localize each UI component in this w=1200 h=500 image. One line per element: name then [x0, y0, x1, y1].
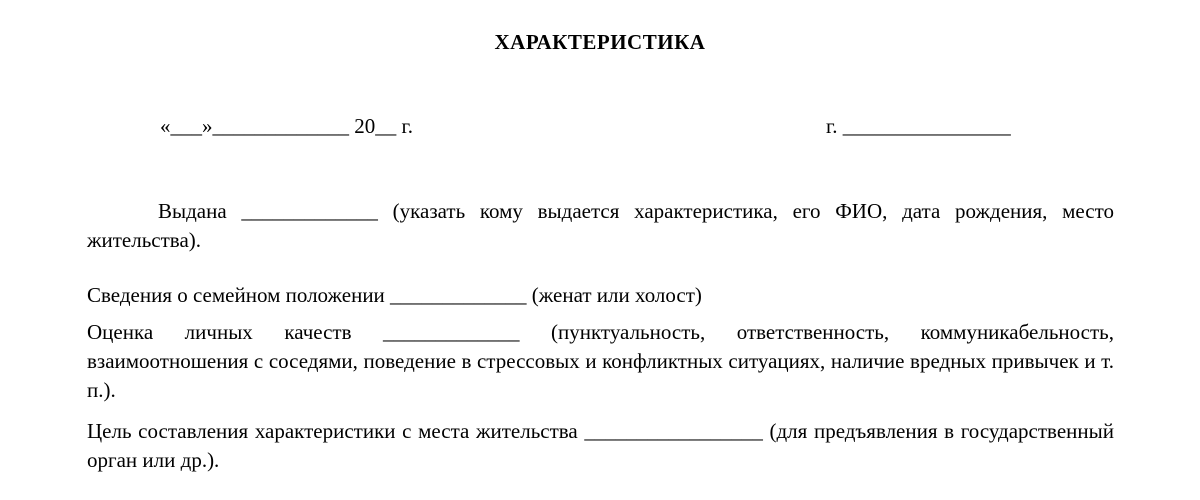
- paragraph-purpose: Цель составления характеристики с места жительства _________________ (для предъявления в государственный орган или др.).: [87, 419, 1114, 472]
- document-title: ХАРАКТЕРИСТИКА: [494, 30, 706, 54]
- city-field-line: г. ________________: [826, 114, 1011, 138]
- paragraph-family-status: Сведения о семейном положении _____________ (женат или холост): [87, 283, 702, 307]
- date-field-line: «___»_____________ 20__ г.: [160, 114, 413, 138]
- paragraph-issued: Выдана _____________ (указать кому выдается характеристика, его ФИО, дата рождения, место жительства).: [87, 199, 1114, 252]
- paragraph-personal-qualities: Оценка личных качеств _____________ (пунктуальность, ответственность, коммуникабельность, взаимоотношения с соседями, поведение в стрессовых и конфликтных ситуациях, наличие вредных привычек и т. п.).: [87, 320, 1114, 402]
